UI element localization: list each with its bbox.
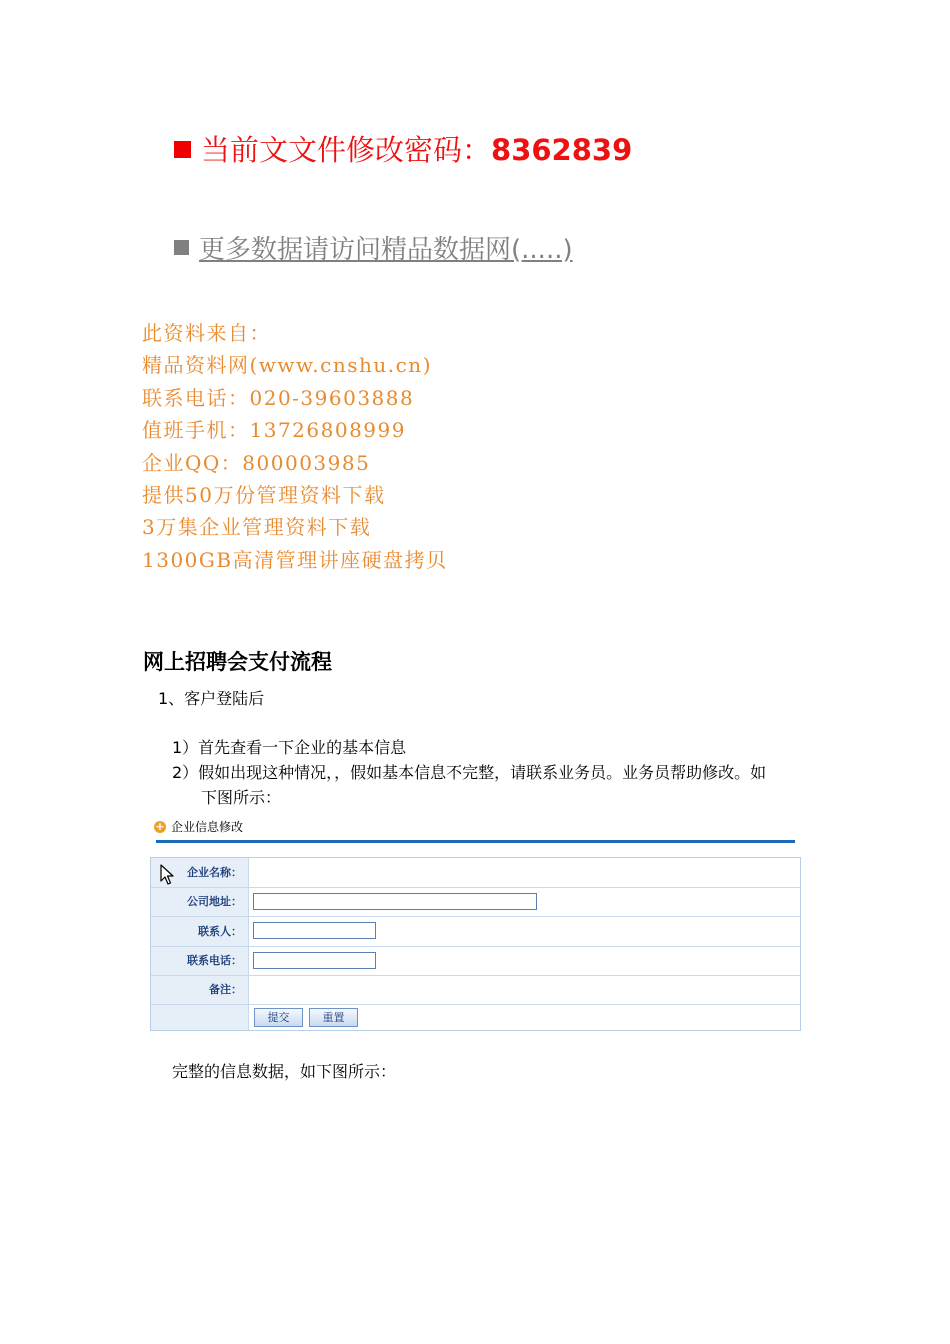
password-label: 当前文文件修改密码： [201, 133, 492, 167]
password-notice [174, 128, 632, 172]
mouse-cursor-icon [160, 864, 176, 886]
source-line: 此资料来自： [142, 321, 271, 345]
form-row-actions [151, 1005, 800, 1030]
contact-label: 联系人： [151, 917, 249, 946]
form-row-company-name [151, 858, 800, 888]
password-code: 8362839 [491, 133, 633, 167]
phone-input[interactable] [253, 952, 376, 969]
form-heading [154, 818, 243, 836]
phone-label: 联系电话： [151, 947, 249, 975]
source-line: 精品资料网(www.cnshu.cn) [142, 353, 432, 377]
form-row-address [151, 888, 800, 917]
more-data-link[interactable]: 更多数据请访问精品数据网(.....) [199, 235, 573, 265]
source-line: 提供50万份管理资料下载 [142, 483, 386, 507]
source-line: 1300GB高清管理讲座硬盘拷贝 [142, 548, 448, 572]
sub-step-2: 2）假如出现这种情况，，假如基本信息不完整，请联系业务员。业务员帮助修改。如 [172, 763, 767, 782]
reset-button[interactable]: 重置 [309, 1008, 358, 1027]
form-row-remarks [151, 976, 800, 1005]
more-data-notice [174, 228, 573, 272]
source-line: 联系电话：020-39603888 [142, 386, 415, 410]
form-row-phone [151, 947, 800, 976]
form-row-contact [151, 917, 800, 947]
company-address-label: 公司地址： [151, 888, 249, 916]
complete-info-text: 完整的信息数据，如下图所示： [172, 1062, 397, 1081]
document-title: 网上招聘会支付流程 [143, 650, 332, 674]
gray-square-icon [174, 240, 189, 255]
actions-label-cell [151, 1005, 249, 1030]
source-line: 值班手机：13726808999 [142, 418, 406, 442]
contact-input[interactable] [253, 922, 376, 939]
company-name-label: 企业名称： [151, 858, 249, 887]
company-info-form [150, 857, 801, 1031]
source-line: 3万集企业管理资料下载 [142, 515, 372, 539]
remarks-label: 备注： [151, 976, 249, 1004]
red-square-icon [174, 141, 191, 158]
company-address-input[interactable] [253, 893, 537, 910]
submit-button[interactable]: 提交 [254, 1008, 303, 1027]
sub-step-2-cont: 下图所示： [201, 788, 282, 807]
source-line: 企业QQ：800003985 [142, 451, 371, 475]
form-heading-text: 企业信息修改 [171, 820, 244, 834]
form-divider [156, 840, 795, 843]
sub-step-1: 1）首先查看一下企业的基本信息 [172, 738, 407, 757]
plus-circle-icon: + [155, 819, 165, 833]
step-1: 1、客户登陆后 [158, 689, 265, 708]
